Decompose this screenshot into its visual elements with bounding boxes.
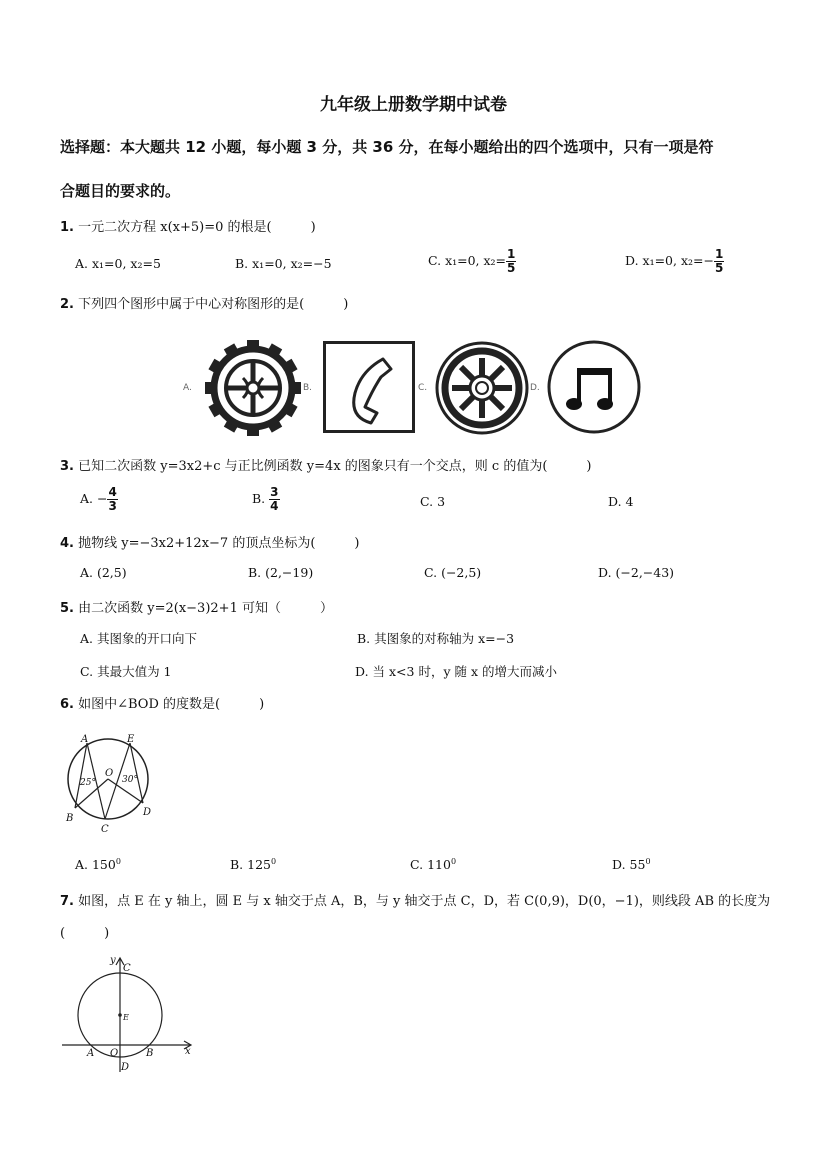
question-number: 3. bbox=[60, 459, 74, 474]
degree-mark: 0 bbox=[271, 857, 277, 866]
option-a: A. x₁=0, x₂=5 bbox=[75, 256, 161, 271]
figure-label-a: A. bbox=[183, 383, 192, 393]
question-1 bbox=[60, 216, 316, 235]
label-b: B bbox=[146, 1048, 154, 1059]
figure-label-d: D. bbox=[530, 383, 540, 393]
page-title: 九年级上册数学期中试卷 bbox=[320, 95, 507, 115]
degree-mark: 0 bbox=[450, 857, 457, 866]
degree-mark: 0 bbox=[645, 857, 651, 866]
question-6 bbox=[60, 693, 264, 712]
question-3 bbox=[60, 455, 591, 474]
fraction-numerator: 1 bbox=[507, 247, 516, 261]
label-30-degree: 30° bbox=[122, 775, 138, 785]
fraction-numerator: 4 bbox=[108, 485, 117, 499]
option-text: D. 55 bbox=[612, 857, 646, 873]
question-stem: 如图，点 E 在 y 轴上，圆 E 与 x 轴交于点 A，B，与 y 轴交于点 C，D，若 C(0,9)，D(0，−1)，则线段 AB 的长度为 bbox=[78, 894, 771, 909]
fraction bbox=[714, 248, 724, 275]
circle-angle-figure bbox=[60, 733, 160, 835]
question-stem: 由二次函数 y=2(x−3)2+1 可知（ ） bbox=[78, 601, 333, 616]
label-o: O bbox=[110, 1048, 119, 1059]
option-b bbox=[252, 486, 280, 513]
fraction-denominator: 5 bbox=[507, 261, 516, 275]
option-d: D. 4 bbox=[608, 494, 634, 509]
label-o: O bbox=[105, 768, 114, 779]
spoked-wheel-icon bbox=[434, 340, 530, 436]
option-text: D. x₁=0, x₂=− bbox=[625, 253, 714, 268]
option-text: B. bbox=[252, 491, 266, 506]
option-b: B. x₁=0, x₂=−5 bbox=[235, 256, 332, 271]
fraction-numerator: 3 bbox=[270, 485, 279, 499]
label-c: C bbox=[123, 963, 131, 974]
fraction-denominator: 4 bbox=[270, 499, 279, 513]
fraction bbox=[107, 486, 117, 513]
label-y: y bbox=[110, 955, 116, 966]
label-25-degree: 25° bbox=[80, 778, 96, 788]
section-heading-line2: 合题目的要求的。 bbox=[60, 182, 181, 200]
option-b bbox=[230, 857, 276, 872]
fraction-denominator: 5 bbox=[714, 261, 724, 275]
label-e: E bbox=[123, 1013, 129, 1022]
option-b: B. 其图象的对称轴为 x=−3 bbox=[357, 631, 515, 646]
question-number: 6. bbox=[60, 697, 74, 712]
label-b: B bbox=[66, 813, 74, 824]
telephone-handset-icon bbox=[323, 341, 415, 433]
question-number: 2. bbox=[60, 297, 74, 312]
label-d: D bbox=[143, 807, 152, 818]
label-c: C bbox=[101, 824, 109, 835]
fraction-denominator: 3 bbox=[108, 499, 117, 513]
option-d bbox=[625, 248, 724, 275]
option-c: C. 3 bbox=[420, 494, 446, 509]
label-d: D bbox=[121, 1062, 130, 1073]
option-text: A. 150 bbox=[75, 857, 116, 873]
label-x: x bbox=[185, 1046, 191, 1057]
figure-label-c: C. bbox=[418, 383, 428, 393]
question-number: 5. bbox=[60, 601, 74, 616]
question-4 bbox=[60, 532, 359, 551]
question-2 bbox=[60, 293, 348, 312]
option-d bbox=[612, 857, 651, 872]
question-number: 7. bbox=[60, 894, 74, 909]
option-a bbox=[75, 857, 121, 872]
option-text: A. − bbox=[80, 491, 108, 506]
degree-mark: 0 bbox=[115, 857, 121, 866]
option-c bbox=[428, 248, 516, 275]
gear-wheel-icon bbox=[203, 340, 303, 436]
fraction bbox=[269, 486, 279, 513]
label-a: A bbox=[87, 1048, 95, 1059]
question-7 bbox=[60, 890, 770, 909]
coordinate-circle-figure bbox=[60, 950, 200, 1075]
question-7-stem-line2: ( ) bbox=[60, 926, 110, 941]
question-stem: 下列四个图形中属于中心对称图形的是( ) bbox=[78, 297, 349, 312]
option-a: A. 其图象的开口向下 bbox=[80, 631, 197, 646]
question-number: 1. bbox=[60, 220, 74, 235]
label-e: E bbox=[127, 734, 135, 745]
question-stem: 已知二次函数 y=3x2+c 与正比例函数 y=4x 的图象只有一个交点，则 c 的值为( ) bbox=[78, 459, 592, 474]
question-stem: 一元二次方程 x(x+5)=0 的根是( ) bbox=[78, 220, 316, 235]
question-number: 4. bbox=[60, 536, 74, 551]
option-text: B. 125 bbox=[230, 857, 271, 873]
option-c: C. 其最大值为 1 bbox=[80, 664, 172, 679]
label-a: A bbox=[81, 734, 89, 745]
option-b: B. (2,−19) bbox=[248, 565, 314, 580]
option-text: C. 110 bbox=[410, 857, 451, 873]
option-a bbox=[80, 486, 118, 513]
option-a: A. (2,5) bbox=[80, 565, 127, 580]
question-5 bbox=[60, 597, 333, 616]
figure-label-b: B. bbox=[303, 383, 313, 393]
music-note-icon bbox=[547, 340, 641, 434]
fraction bbox=[506, 248, 516, 275]
fraction-numerator: 1 bbox=[714, 247, 724, 261]
option-c: C. (−2,5) bbox=[424, 565, 482, 580]
option-c bbox=[410, 857, 456, 872]
section-heading-line1: 选择题：本大题共 12 小题，每小题 3 分，共 36 分，在每小题给出的四个选项中，只有一项是符 bbox=[60, 138, 714, 156]
option-d: D. (−2,−43) bbox=[598, 565, 675, 580]
option-text: C. x₁=0, x₂= bbox=[428, 253, 507, 268]
option-d: D. 当 x<3 时，y 随 x 的增大而减小 bbox=[355, 664, 557, 679]
question-stem: 如图中∠BOD 的度数是( ) bbox=[78, 697, 265, 712]
question-stem: 抛物线 y=−3x2+12x−7 的顶点坐标为( ) bbox=[78, 536, 360, 551]
